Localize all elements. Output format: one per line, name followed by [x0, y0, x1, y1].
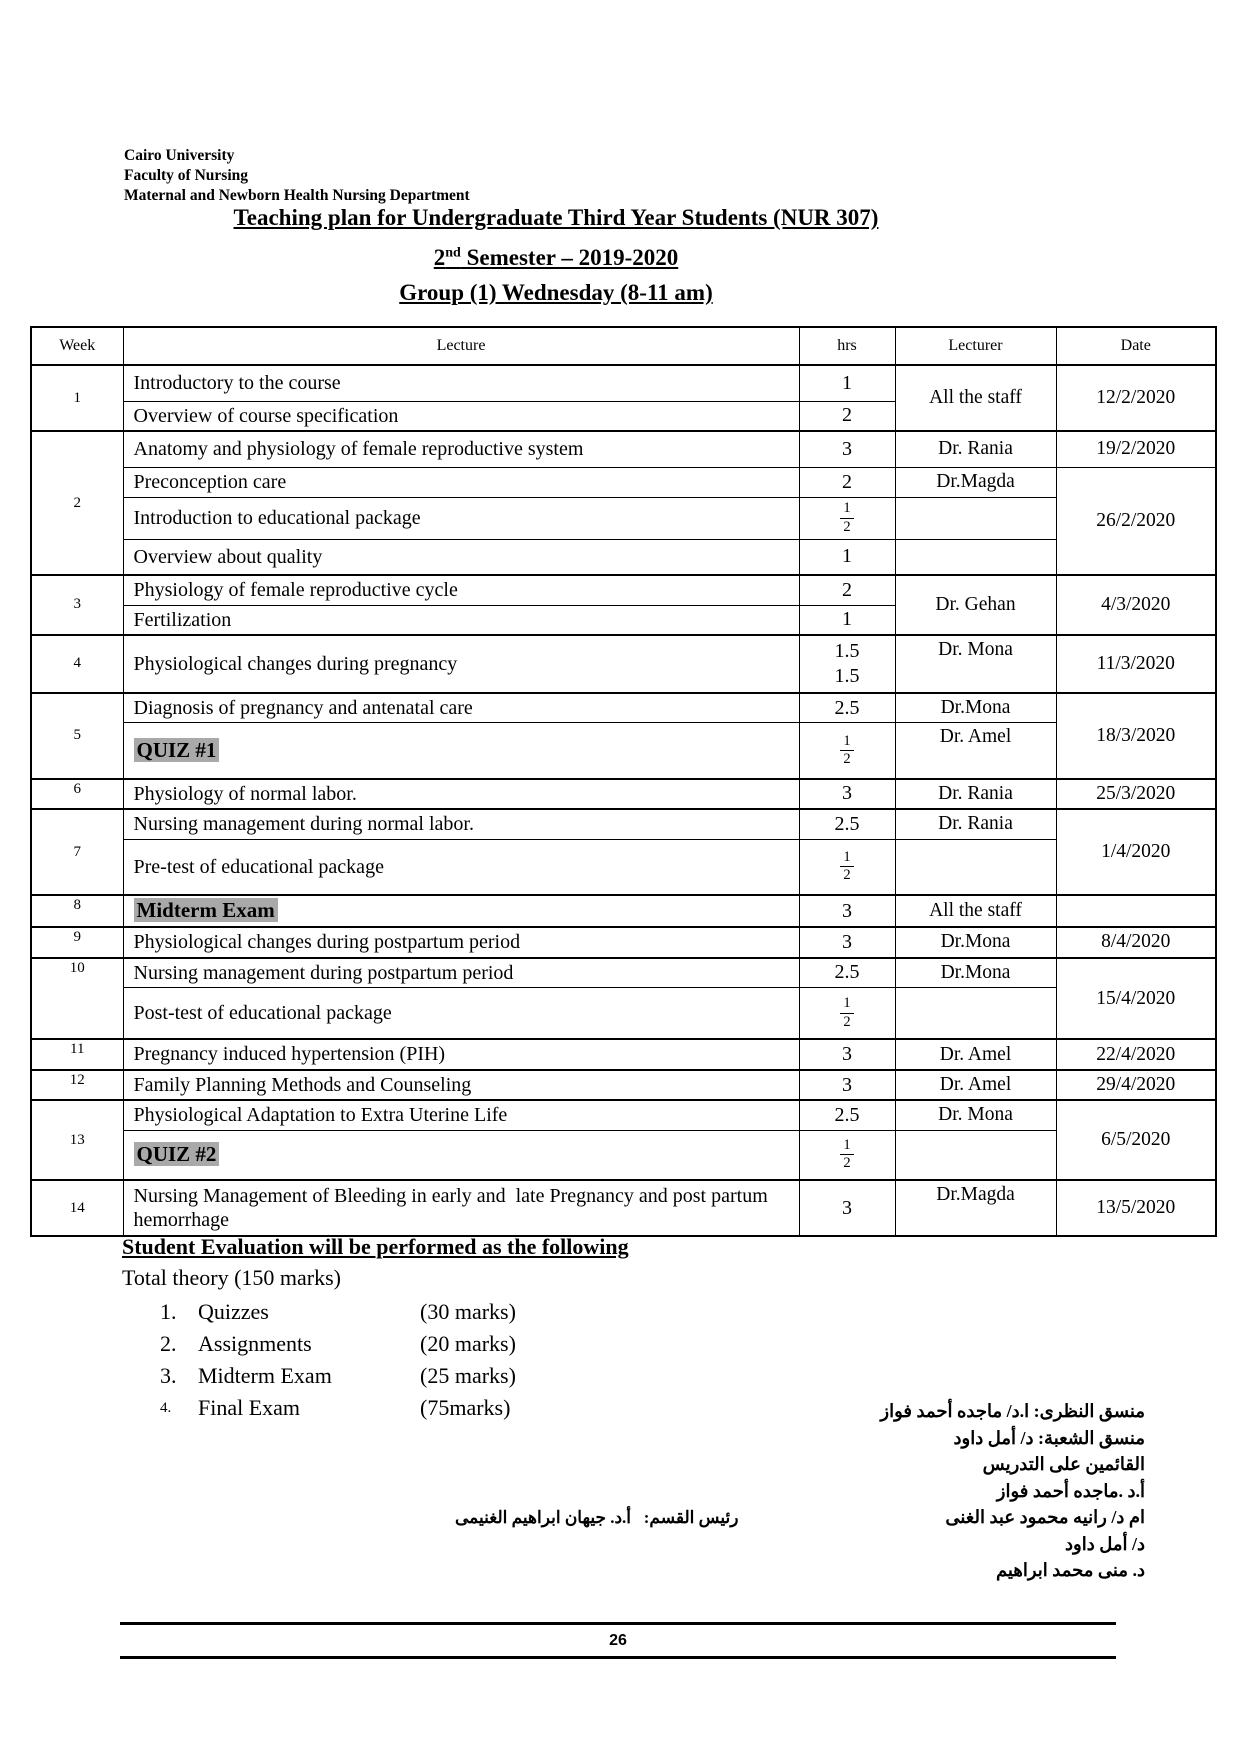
lecture-cell: Physiological changes during pregnancy — [123, 635, 799, 693]
hrs-cell: 3 — [799, 1070, 895, 1100]
table-row — [31, 839, 1216, 895]
hrs-cell: 3 — [799, 895, 895, 927]
hrs-cell: 2 — [799, 401, 895, 431]
lecture-cell: Family Planning Methods and Counseling — [123, 1070, 799, 1100]
table-row — [31, 779, 1216, 809]
lecturer-cell: Dr. Rania — [895, 431, 1056, 467]
lecturer-cell — [895, 839, 1056, 895]
week-cell: 10 — [31, 958, 123, 1040]
institution-line-3: Maternal and Newborn Health Nursing Department — [124, 187, 470, 204]
table-row — [31, 575, 1216, 605]
quiz2-highlight: QUIZ #2 — [134, 1142, 220, 1166]
item-label: Midterm Exam — [198, 1363, 332, 1388]
week-cell: 2 — [31, 431, 123, 575]
hrs-cell: 3 — [799, 1039, 895, 1069]
table-row — [31, 497, 1216, 539]
item-number: 2. — [160, 1331, 177, 1356]
signature-line: منسق النظرى: ا.د/ ماجده أحمد فواز — [880, 1401, 1145, 1421]
signature-line: أ.د .ماجده أحمد فواز — [996, 1480, 1145, 1501]
table-row — [31, 1070, 1216, 1100]
evaluation-item — [122, 1328, 629, 1360]
quiz1-highlight: QUIZ #1 — [134, 738, 220, 762]
week-cell: 12 — [31, 1070, 123, 1100]
half-hour-fraction: $\frac{1}{2}$ — [840, 850, 853, 883]
signature-line: د/ أمل داود — [1064, 1533, 1145, 1554]
date-cell: 25/3/2020 — [1056, 779, 1216, 809]
lecturer-cell: Dr. Mona — [895, 1100, 1056, 1130]
date-cell: 29/4/2020 — [1056, 1070, 1216, 1100]
lecture-cell: Introductory to the course — [123, 365, 799, 401]
table-row — [31, 1039, 1216, 1069]
header-hrs: hrs — [799, 327, 895, 365]
table-row — [31, 987, 1216, 1039]
hrs-cell: 2.5 — [799, 693, 895, 723]
document-title-block — [110, 200, 1002, 310]
date-cell: 18/3/2020 — [1056, 693, 1216, 779]
date-cell: 13/5/2020 — [1056, 1180, 1216, 1236]
week-cell: 9 — [31, 927, 123, 957]
date-cell: 12/2/2020 — [1056, 365, 1216, 431]
header-week: Week — [31, 327, 123, 365]
lecture-cell: Diagnosis of pregnancy and antenatal care — [123, 693, 799, 723]
week-cell: 8 — [31, 895, 123, 927]
table-row — [31, 539, 1216, 575]
lecture-cell: Nursing management during normal labor. — [123, 809, 799, 839]
half-hour-fraction: $\frac{1}{2}$ — [840, 501, 853, 534]
evaluation-heading: Student Evaluation will be performed as the following — [122, 1234, 629, 1259]
hrs-cell: 3 — [799, 431, 895, 467]
lecture-cell: Physiological changes during postpartum period — [123, 927, 799, 957]
title-line-2: 2nd Semester – 2019-2020 — [433, 244, 679, 270]
institution-line-2: Faculty of Nursing — [124, 167, 248, 184]
footer-rule-top — [120, 1622, 1116, 1625]
item-number: 4. — [160, 1400, 172, 1416]
lecturer-cell: Dr. Amel — [895, 723, 1056, 779]
page-number: 26 — [609, 1632, 627, 1649]
week-cell: 6 — [31, 779, 123, 809]
lecturer-cell: Dr. Amel — [895, 1070, 1056, 1100]
half-hour-fraction: $\frac{1}{2}$ — [840, 996, 853, 1029]
footer-rule-bottom — [120, 1656, 1116, 1659]
signature-line: د. منى محمد ابراهيم — [995, 1560, 1145, 1580]
table-row — [31, 809, 1216, 839]
item-number: 1. — [160, 1299, 177, 1324]
date-cell: 15/4/2020 — [1056, 958, 1216, 1040]
lecture-cell: Overview of course specification — [123, 401, 799, 431]
lecturer-cell — [895, 497, 1056, 539]
item-number: 3. — [160, 1363, 177, 1388]
item-label: Assignments — [198, 1331, 312, 1356]
lecture-cell: Overview about quality — [123, 539, 799, 575]
lecturer-cell — [895, 1130, 1056, 1180]
header-date: Date — [1056, 327, 1216, 365]
table-row — [31, 895, 1216, 927]
table-row — [31, 723, 1216, 779]
hrs-cell — [799, 723, 895, 779]
date-cell: 19/2/2020 — [1056, 431, 1216, 467]
signature-line: القائمين على التدريس — [982, 1454, 1145, 1474]
date-cell: 8/4/2020 — [1056, 927, 1216, 957]
teaching-plan-table — [30, 326, 1217, 1237]
date-cell: 22/4/2020 — [1056, 1039, 1216, 1069]
table-row — [31, 1130, 1216, 1180]
lecturer-cell: All the staff — [895, 365, 1056, 431]
lecturer-cell: Dr.Mona — [895, 958, 1056, 988]
item-marks: (30 marks) — [420, 1299, 516, 1324]
hrs-cell: 1 — [799, 539, 895, 575]
item-label: Final Exam — [198, 1395, 301, 1420]
table-row — [31, 693, 1216, 723]
title-line-1: Teaching plan for Undergraduate Third Year Students (NUR 307) — [233, 205, 879, 230]
half-hour-fraction: $\frac{1}{2}$ — [840, 1138, 853, 1171]
item-marks: (75marks) — [420, 1395, 511, 1420]
lecturer-cell: Dr. Rania — [895, 809, 1056, 839]
lecture-cell: Post-test of educational package — [123, 987, 799, 1039]
lecture-cell: Physiology of female reproductive cycle — [123, 575, 799, 605]
table-row — [31, 431, 1216, 467]
hrs-cell — [799, 1130, 895, 1180]
half-hour-fraction: $\frac{1}{2}$ — [840, 734, 853, 767]
evaluation-section — [122, 1232, 629, 1424]
lecturer-cell — [895, 987, 1056, 1039]
lecture-cell: Nursing Management of Bleeding in early and late Pregnancy and post partum hemorrhage — [123, 1180, 799, 1236]
signature-line: منسق الشعبة: د/ أمل داود — [953, 1427, 1145, 1448]
date-cell: 1/4/2020 — [1056, 809, 1216, 895]
lecture-cell: Nursing management during postpartum period — [123, 958, 799, 988]
lecturer-cell: Dr.Mona — [895, 927, 1056, 957]
lecturer-cell: Dr.Magda — [895, 467, 1056, 497]
item-marks: (20 marks) — [420, 1331, 516, 1356]
table-header-row — [31, 327, 1216, 365]
lecture-cell: Preconception care — [123, 467, 799, 497]
lecturer-cell: Dr.Magda — [895, 1180, 1056, 1236]
institution-header — [124, 146, 470, 206]
date-cell: 4/3/2020 — [1056, 575, 1216, 635]
item-label: Quizzes — [198, 1299, 269, 1324]
ordinal-superscript: nd — [445, 245, 461, 260]
table-row — [31, 467, 1216, 497]
hrs-cell: 3 — [799, 779, 895, 809]
evaluation-item — [122, 1360, 629, 1392]
institution-line-1: Cairo University — [124, 147, 235, 164]
coordinator-signature-block — [725, 1398, 1145, 1584]
week-cell: 5 — [31, 693, 123, 779]
lecturer-cell: Dr. Gehan — [895, 575, 1056, 635]
hrs-cell: 3 — [799, 1180, 895, 1236]
item-marks: (25 marks) — [420, 1363, 516, 1388]
signature-line: ام د/ رانيه محمود عبد الغنى — [945, 1507, 1145, 1527]
hrs-cell: 2.5 — [799, 958, 895, 988]
evaluation-subheading: Total theory (150 marks) — [122, 1265, 342, 1290]
hrs-cell: 1 — [799, 605, 895, 635]
week-cell: 13 — [31, 1100, 123, 1180]
header-lecture: Lecture — [123, 327, 799, 365]
lecturer-cell — [895, 539, 1056, 575]
week-cell: 3 — [31, 575, 123, 635]
lecture-cell: Pre-test of educational package — [123, 839, 799, 895]
hrs-cell: 1.5 1.5 — [799, 635, 895, 693]
date-cell: 26/2/2020 — [1056, 467, 1216, 575]
hrs-cell: 3 — [799, 927, 895, 957]
header-lecturer: Lecturer — [895, 327, 1056, 365]
lecture-cell: Physiology of normal labor. — [123, 779, 799, 809]
lecture-cell: Introduction to educational package — [123, 497, 799, 539]
lecturer-cell: Dr.Mona — [895, 693, 1056, 723]
table-row — [31, 927, 1216, 957]
lecture-cell: Anatomy and physiology of female reproductive system — [123, 431, 799, 467]
week-cell: 14 — [31, 1180, 123, 1236]
hrs-cell: 1 — [799, 365, 895, 401]
evaluation-item — [122, 1392, 629, 1424]
table-row — [31, 365, 1216, 401]
lecture-cell: Fertilization — [123, 605, 799, 635]
week-cell: 1 — [31, 365, 123, 431]
department-head-line: رئيس القسم: أ.د. جيهان ابراهيم الغنيمى — [455, 1508, 739, 1527]
evaluation-list — [122, 1296, 629, 1424]
hrs-cell: 2.5 — [799, 1100, 895, 1130]
hrs-cell: 2 — [799, 467, 895, 497]
date-cell: 6/5/2020 — [1056, 1100, 1216, 1180]
table-row — [31, 635, 1216, 693]
lecture-cell-quiz1 — [123, 723, 799, 779]
evaluation-item — [122, 1296, 629, 1328]
hrs-cell — [799, 987, 895, 1039]
lecturer-cell: All the staff — [895, 895, 1056, 927]
lecture-cell: Pregnancy induced hypertension (PIH) — [123, 1039, 799, 1069]
week-cell: 7 — [31, 809, 123, 895]
date-cell — [1056, 895, 1216, 927]
lecture-cell: Physiological Adaptation to Extra Uterine Life — [123, 1100, 799, 1130]
hrs-cell: 2.5 — [799, 809, 895, 839]
hrs-cell — [799, 839, 895, 895]
week-cell: 4 — [31, 635, 123, 693]
midterm-highlight: Midterm Exam — [134, 898, 278, 922]
lecturer-cell: Dr. Mona — [895, 635, 1056, 693]
lecturer-cell: Dr. Amel — [895, 1039, 1056, 1069]
lecturer-cell: Dr. Rania — [895, 779, 1056, 809]
table-row — [31, 1180, 1216, 1236]
lecture-cell-quiz2 — [123, 1130, 799, 1180]
lecture-cell-midterm — [123, 895, 799, 927]
week-cell: 11 — [31, 1039, 123, 1069]
table-row — [31, 1100, 1216, 1130]
date-cell: 11/3/2020 — [1056, 635, 1216, 693]
table-row — [31, 958, 1216, 988]
hrs-cell: 2 — [799, 575, 895, 605]
hrs-cell — [799, 497, 895, 539]
title-line-3: Group (1) Wednesday (8-11 am) — [399, 279, 713, 305]
